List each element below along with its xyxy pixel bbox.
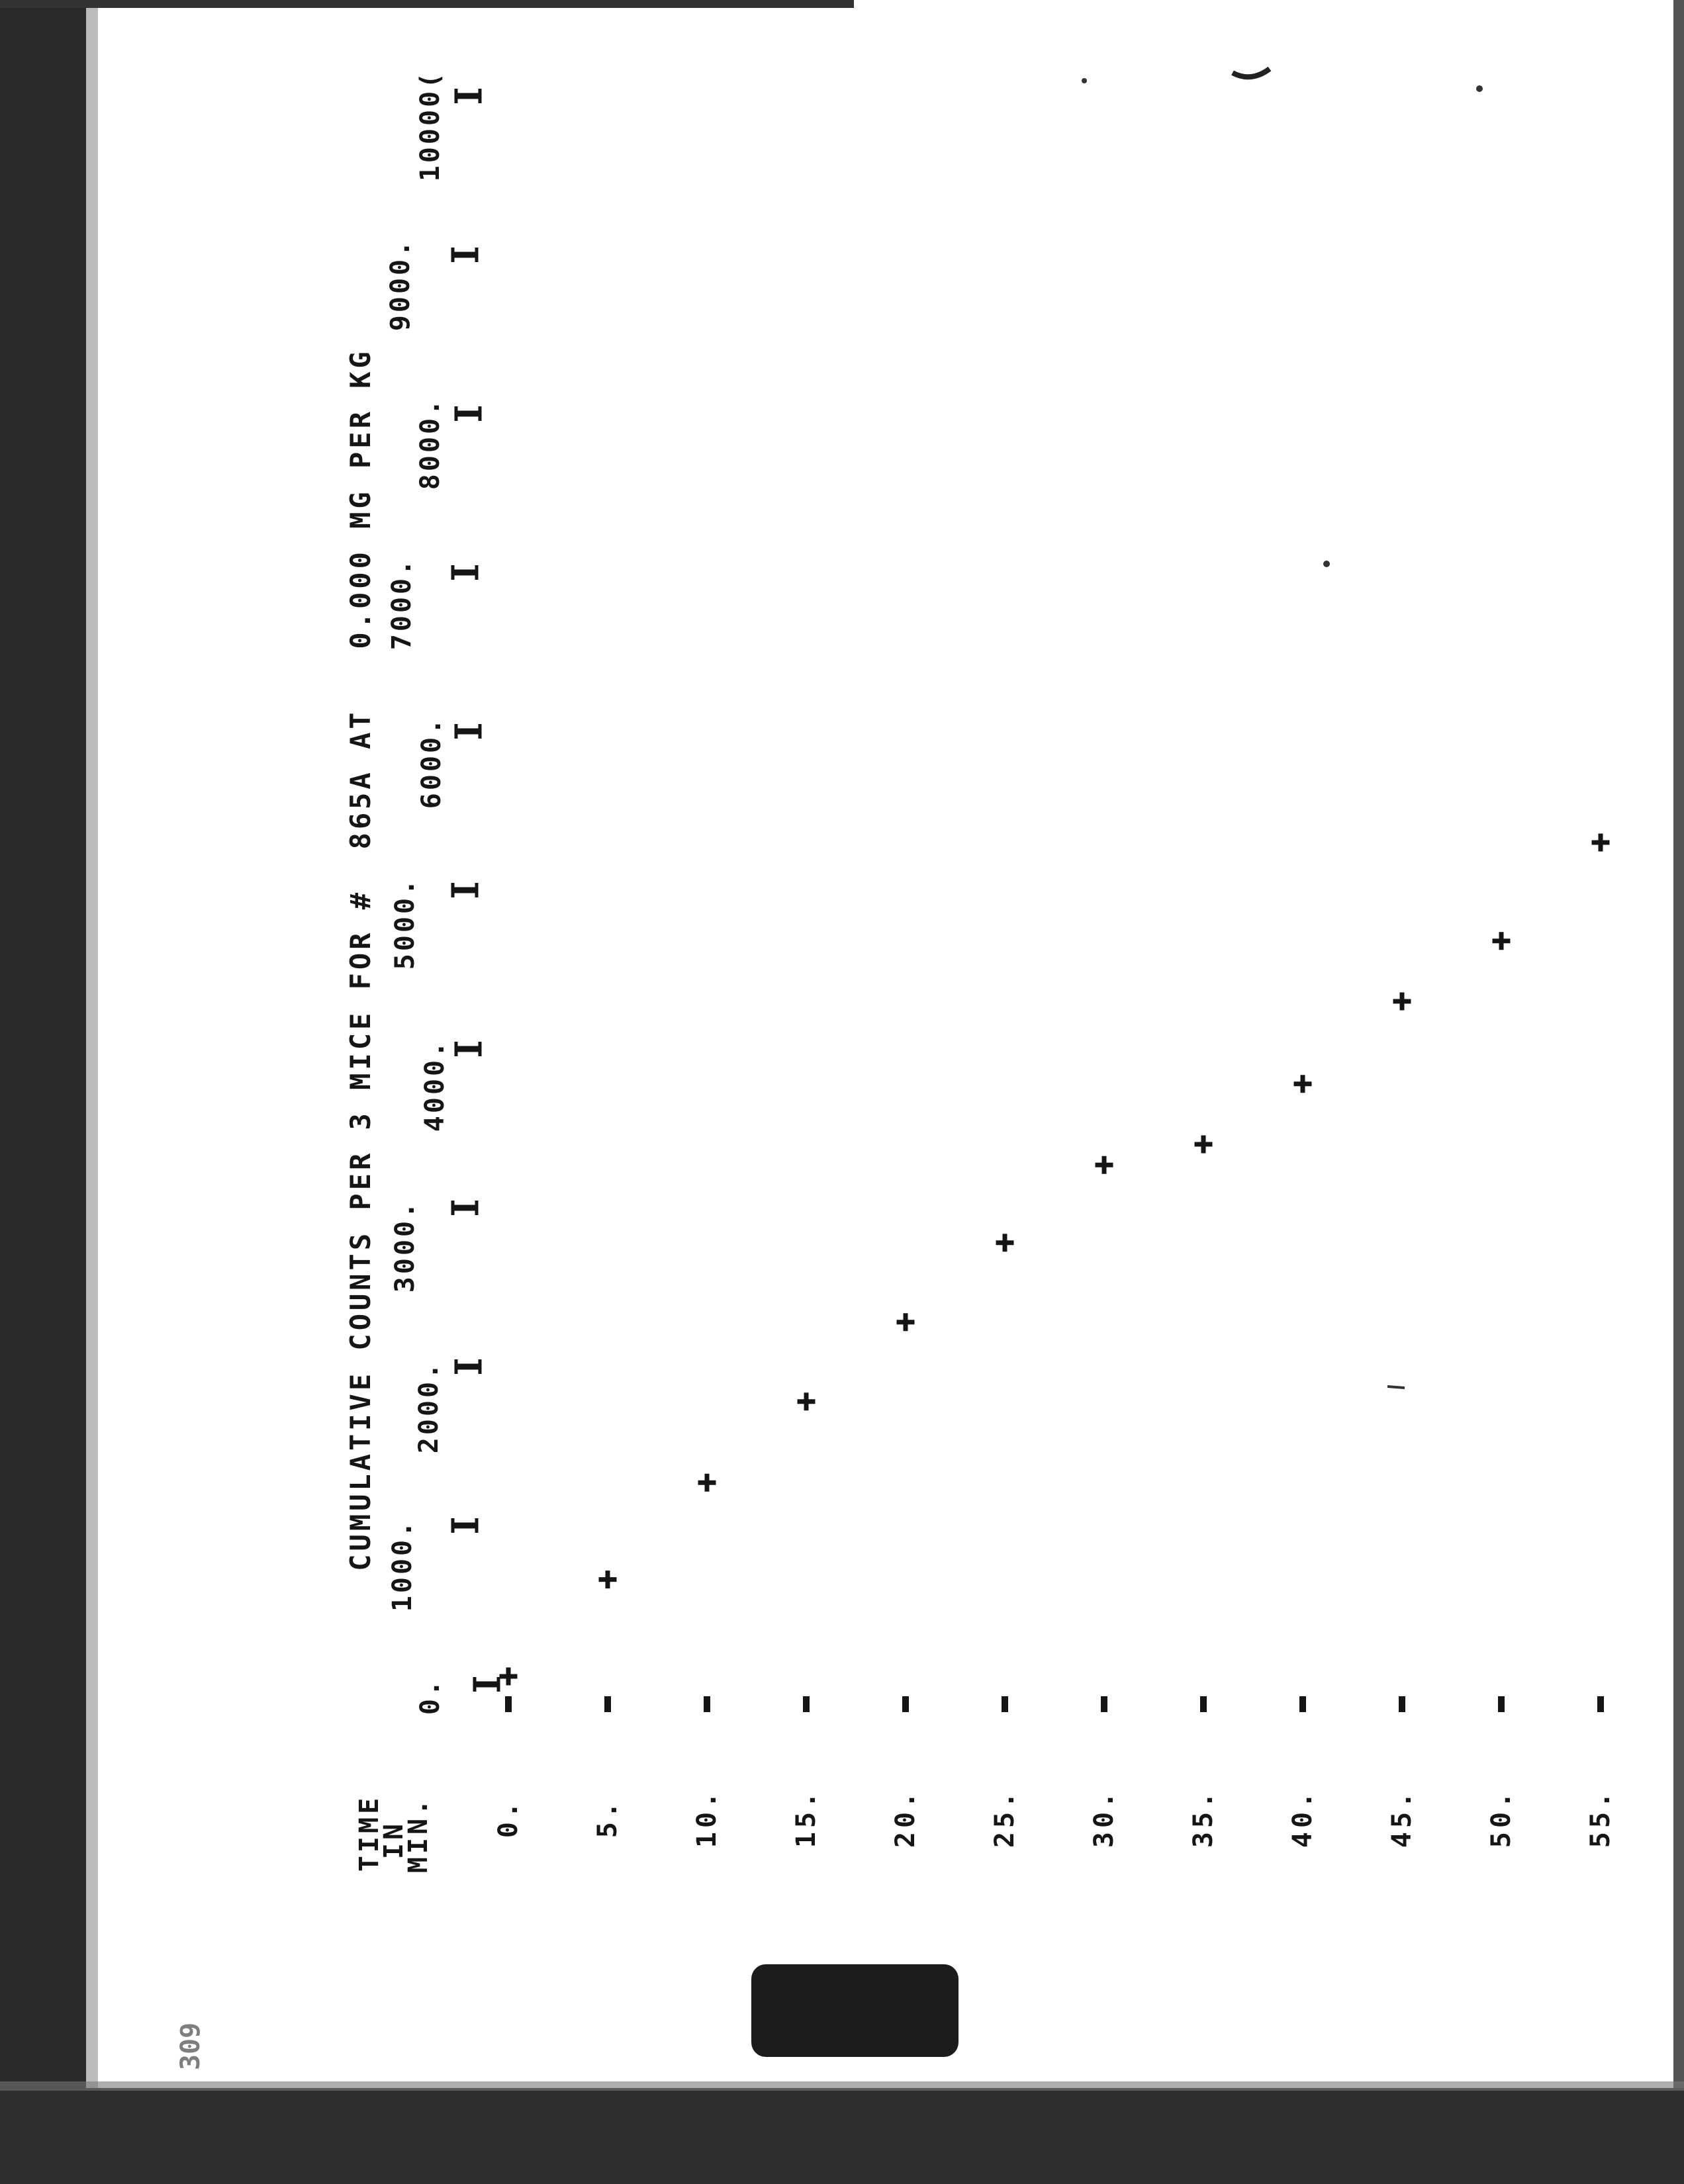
- page-stamp: 309: [175, 2022, 206, 2071]
- scan-left-edge-fade: [86, 0, 98, 2184]
- y-tick-label-20: 20.: [890, 1788, 921, 1848]
- y-tick-label-5: 5.: [592, 1797, 623, 1839]
- y-tick-label-10: 10.: [692, 1788, 722, 1848]
- x-tick-label-7000: 7000.: [387, 557, 417, 651]
- x-tick-label-2000: 2000.: [414, 1360, 444, 1454]
- x-tick-label-0: 0.: [415, 1677, 445, 1715]
- y-tick-label-0: 0.: [493, 1797, 524, 1839]
- speck: [1082, 78, 1087, 83]
- y-axis-label-min: MIN.: [403, 1796, 434, 1874]
- x-tick-label-9000: 9000.: [385, 238, 416, 332]
- speck: [1323, 561, 1330, 567]
- y-tick-label-45: 45.: [1387, 1788, 1417, 1848]
- scan-right-edge: [1673, 0, 1684, 2091]
- chart-title: CUMULATIVE COUNTS PER 3 MICE FOR # 865A AT 0.000 MG PER KG: [344, 348, 377, 1571]
- y-tick-label-55: 55.: [1585, 1788, 1616, 1848]
- scan-left-edge: [0, 0, 86, 2184]
- y-axis-label-time: TIME: [354, 1794, 385, 1872]
- x-tick-label-5000: 5000.: [390, 876, 420, 970]
- x-tick-label-6000: 6000.: [416, 715, 447, 809]
- y-tick-label-50: 50.: [1486, 1788, 1517, 1848]
- y-tick-label-25: 25.: [990, 1788, 1020, 1848]
- x-tick-label-1000: 1000.: [387, 1518, 418, 1612]
- y-tick-label-35: 35.: [1188, 1788, 1219, 1848]
- redaction-block: [751, 1964, 959, 2057]
- x-tick-label-10000: 10000(: [415, 69, 445, 182]
- x-tick-label-8000: 8000.: [415, 396, 445, 490]
- y-tick-label-30: 30.: [1089, 1788, 1119, 1848]
- speck: [1476, 85, 1483, 92]
- scan-bottom-edge: [0, 2088, 1684, 2184]
- scan-bottom-edge-fade: [0, 2081, 1684, 2091]
- x-tick-label-3000: 3000.: [390, 1199, 420, 1293]
- scan-top-edge: [0, 0, 854, 8]
- y-tick-label-15: 15.: [791, 1788, 821, 1848]
- y-tick-label-40: 40.: [1287, 1788, 1318, 1848]
- x-tick-label-4000: 4000.: [420, 1038, 450, 1132]
- scan-mark: [1387, 1387, 1405, 1388]
- y-axis-label-in: IN: [379, 1820, 409, 1860]
